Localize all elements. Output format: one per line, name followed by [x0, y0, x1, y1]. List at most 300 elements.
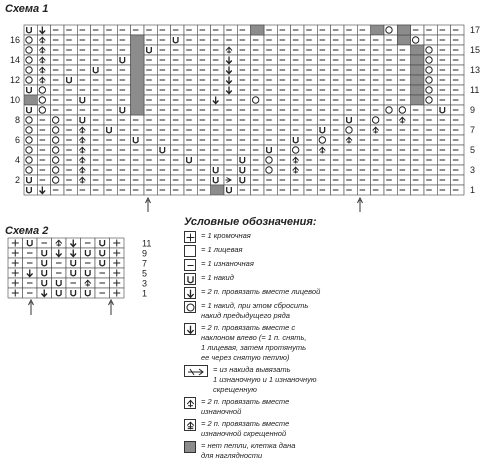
scheme1-no-stitch-column	[251, 25, 264, 35]
scheme1-right-row-number: 5	[470, 144, 476, 155]
scheme1-cell	[357, 145, 370, 155]
scheme2-cell	[110, 288, 125, 298]
scheme1-cell	[451, 35, 464, 45]
scheme1-left-row-number: 2	[14, 174, 20, 185]
scheme1-cell	[317, 105, 330, 115]
repeat-arrow-icon	[29, 300, 34, 315]
scheme1-cell	[411, 95, 424, 105]
scheme1-cell	[304, 135, 317, 145]
scheme1-cell	[424, 165, 437, 175]
scheme1-cell	[251, 135, 264, 145]
scheme1-cell	[344, 55, 357, 65]
scheme1-cell	[451, 105, 464, 115]
scheme2-cell	[81, 258, 96, 268]
legend-item-text: = 2 п. провязать вместе лицевой	[201, 287, 321, 296]
scheme1-cell	[451, 185, 464, 195]
scheme2-cell	[52, 268, 67, 278]
scheme1-cell	[451, 115, 464, 125]
scheme1-cell	[384, 145, 397, 155]
scheme1-cell	[184, 145, 197, 155]
scheme1-cell	[437, 165, 450, 175]
scheme1-left-row-number: 12	[9, 74, 20, 85]
scheme1-cell	[291, 55, 304, 65]
legend-item	[184, 259, 500, 271]
scheme1-cell	[224, 65, 237, 75]
scheme1-cell	[197, 135, 210, 145]
scheme1-cell	[437, 65, 450, 75]
scheme2-cell	[37, 238, 52, 248]
scheme1-cell	[384, 175, 397, 185]
scheme1-cell	[184, 115, 197, 125]
scheme1-cell	[331, 175, 344, 185]
scheme1-cell	[397, 65, 410, 75]
none-symbol-icon	[184, 441, 196, 453]
scheme1-cell	[211, 165, 224, 175]
scheme1-cell	[237, 105, 250, 115]
scheme1-cell	[224, 75, 237, 85]
scheme1-cell	[291, 135, 304, 145]
scheme1-cell	[344, 75, 357, 85]
scheme1-cell	[397, 185, 410, 195]
purl-symbol-icon	[184, 259, 196, 271]
scheme1-left-row-number: 14	[9, 54, 20, 65]
scheme1-cell	[397, 35, 410, 45]
scheme1-cell	[277, 115, 290, 125]
scheme2-cell	[95, 278, 110, 288]
scheme2-cell	[37, 268, 52, 278]
scheme1-cell	[304, 85, 317, 95]
scheme2-cell	[66, 278, 81, 288]
scheme1-cell	[184, 155, 197, 165]
ssk-symbol-icon	[184, 323, 196, 335]
scheme1-cell	[277, 45, 290, 55]
scheme1-cell	[357, 55, 370, 65]
scheme1-cell	[237, 85, 250, 95]
scheme1-cell	[291, 65, 304, 75]
scheme1-cell	[317, 165, 330, 175]
scheme1-cell	[224, 35, 237, 45]
scheme1-cell	[237, 175, 250, 185]
scheme1-cell	[304, 125, 317, 135]
scheme2-cell	[110, 268, 125, 278]
scheme1-cell	[384, 135, 397, 145]
scheme1-cell	[184, 55, 197, 65]
scheme1-left-row-number: 10	[9, 94, 20, 105]
scheme1-cell	[357, 75, 370, 85]
legend-item-text: = из накида вывязать 1 изнаночную и 1 изнаночную скрещенную	[213, 365, 317, 394]
scheme1-cell	[184, 85, 197, 95]
scheme2-cell	[81, 288, 96, 298]
legend-item	[184, 323, 500, 363]
scheme2-chart	[0, 0, 180, 330]
scheme2-cell	[23, 248, 38, 258]
scheme1-cell	[211, 35, 224, 45]
scheme1-cell	[211, 185, 224, 195]
scheme1-cell	[344, 135, 357, 145]
scheme1-cell	[184, 135, 197, 145]
scheme1-cell	[237, 145, 250, 155]
scheme1-cell	[357, 185, 370, 195]
scheme2-cell	[110, 238, 125, 248]
scheme1-cell	[264, 35, 277, 45]
scheme1-cell	[331, 65, 344, 75]
scheme1-cell	[451, 45, 464, 55]
scheme1-cell	[357, 165, 370, 175]
scheme2-row-number: 1	[142, 288, 148, 299]
scheme1-cell	[277, 135, 290, 145]
scheme1-cell	[237, 165, 250, 175]
repeat-arrow-icon	[358, 198, 363, 212]
scheme1-cell	[397, 135, 410, 145]
scheme1-cell	[197, 55, 210, 65]
scheme1-cell	[344, 165, 357, 175]
scheme1-cell	[397, 105, 410, 115]
scheme1-cell	[384, 45, 397, 55]
scheme1-cell	[237, 35, 250, 45]
scheme1-cell	[424, 105, 437, 115]
scheme1-cell	[197, 25, 210, 35]
scheme2-cell	[81, 238, 96, 248]
scheme1-cell	[344, 45, 357, 55]
scheme1-cell	[291, 185, 304, 195]
scheme1-cell	[451, 95, 464, 105]
scheme1-cell	[317, 35, 330, 45]
scheme1-cell	[317, 95, 330, 105]
scheme1-cell	[384, 125, 397, 135]
p2tog-symbol-icon	[184, 397, 196, 409]
scheme1-cell	[331, 85, 344, 95]
scheme1-cell	[251, 155, 264, 165]
scheme1-cell	[184, 75, 197, 85]
scheme1-cell	[291, 105, 304, 115]
scheme1-cell	[397, 45, 410, 55]
scheme1-cell	[371, 75, 384, 85]
scheme1-cell	[264, 85, 277, 95]
scheme1-cell	[224, 145, 237, 155]
legend-item	[184, 419, 500, 439]
scheme1-cell	[437, 105, 450, 115]
scheme1-cell	[211, 25, 224, 35]
scheme1-cell	[317, 75, 330, 85]
scheme1-cell	[371, 185, 384, 195]
scheme1-cell	[344, 85, 357, 95]
scheme2-cell	[8, 258, 23, 268]
scheme1-cell	[411, 105, 424, 115]
cross-symbol-icon	[184, 365, 208, 377]
scheme1-cell	[357, 65, 370, 75]
scheme1-cell	[344, 115, 357, 125]
scheme1-cell	[317, 85, 330, 95]
scheme1-cell	[304, 35, 317, 45]
scheme1-cell	[304, 115, 317, 125]
scheme1-cell	[317, 175, 330, 185]
scheme1-cell	[397, 75, 410, 85]
scheme1-cell	[357, 105, 370, 115]
scheme2-cell	[52, 258, 67, 268]
scheme1-cell	[277, 185, 290, 195]
legend-item-text: = 1 изнаночная	[201, 259, 254, 268]
scheme1-cell	[224, 105, 237, 115]
scheme1-cell	[331, 25, 344, 35]
scheme1-cell	[224, 165, 237, 175]
scheme1-cell	[411, 75, 424, 85]
scheme1-cell	[451, 125, 464, 135]
scheme2-row-number: 5	[142, 268, 148, 279]
scheme1-cell	[371, 115, 384, 125]
scheme2-row-number: 3	[142, 278, 148, 289]
scheme1-cell	[211, 155, 224, 165]
scheme2-cell	[81, 248, 96, 258]
scheme1-left-row-number: 16	[9, 34, 20, 45]
scheme1-cell	[277, 75, 290, 85]
scheme1-cell	[344, 125, 357, 135]
scheme1-cell	[331, 155, 344, 165]
scheme1-cell	[237, 45, 250, 55]
scheme1-cell	[304, 175, 317, 185]
scheme1-cell	[384, 95, 397, 105]
scheme1-cell	[264, 125, 277, 135]
scheme2-cell	[8, 248, 23, 258]
scheme1-cell	[317, 115, 330, 125]
scheme1-cell	[211, 175, 224, 185]
scheme1-cell	[397, 125, 410, 135]
scheme1-left-row-number: 6	[14, 134, 20, 145]
scheme1-cell	[317, 145, 330, 155]
scheme1-cell	[437, 55, 450, 65]
scheme1-cell	[411, 145, 424, 155]
scheme1-cell	[184, 185, 197, 195]
scheme1-cell	[451, 85, 464, 95]
scheme1-cell	[384, 155, 397, 165]
scheme1-right-row-number: 11	[470, 84, 480, 95]
scheme2-cell	[95, 248, 110, 258]
scheme1-cell	[344, 185, 357, 195]
scheme1-cell	[411, 185, 424, 195]
scheme1-cell	[304, 95, 317, 105]
scheme1-cell	[331, 45, 344, 55]
scheme1-cell	[224, 25, 237, 35]
scheme1-cell	[344, 175, 357, 185]
scheme1-cell	[397, 85, 410, 95]
scheme1-cell	[264, 45, 277, 55]
scheme1-cell	[371, 65, 384, 75]
scheme1-cell	[277, 65, 290, 75]
scheme1-cell	[437, 185, 450, 195]
scheme1-cell	[317, 135, 330, 145]
scheme1-right-row-number: 7	[470, 124, 476, 135]
legend-item-text: = 2 п. провязать вместе с наклоном влево (= 1 п. снять, 1 лицевая, затем протянуть ее через снятую петлю)	[201, 323, 307, 362]
scheme1-cell	[237, 55, 250, 65]
scheme1-cell	[317, 155, 330, 165]
scheme1-cell	[424, 175, 437, 185]
scheme1-cell	[277, 35, 290, 45]
scheme1-cell	[317, 55, 330, 65]
scheme2-row-number: 11	[142, 238, 152, 249]
scheme2-cell	[81, 278, 96, 288]
scheme1-cell	[411, 115, 424, 125]
scheme1-cell	[437, 125, 450, 135]
scheme1-cell	[237, 65, 250, 75]
scheme1-cell	[277, 145, 290, 155]
scheme1-cell	[291, 45, 304, 55]
scheme1-cell	[264, 145, 277, 155]
scheme1-cell	[331, 95, 344, 105]
scheme1-cell	[424, 115, 437, 125]
scheme1-cell	[411, 35, 424, 45]
scheme1-cell	[384, 35, 397, 45]
scheme1-right-row-number: 15	[470, 44, 481, 55]
scheme1-cell	[317, 125, 330, 135]
scheme1-cell	[264, 175, 277, 185]
scheme1-cell	[237, 25, 250, 35]
scheme1-cell	[331, 185, 344, 195]
scheme1-cell	[357, 115, 370, 125]
scheme1-cell	[411, 65, 424, 75]
scheme1-cell	[424, 65, 437, 75]
edge-symbol-icon	[184, 231, 196, 243]
scheme1-cell	[344, 35, 357, 45]
scheme1-cell	[344, 25, 357, 35]
scheme1-cell	[371, 105, 384, 115]
scheme2-cell	[8, 268, 23, 278]
scheme1-title: Схема 1	[5, 3, 49, 15]
scheme1-cell	[197, 105, 210, 115]
legend-item-text: = 1 накид	[201, 273, 234, 282]
legend-item-text: = 1 кромочная	[201, 231, 251, 240]
scheme1-cell	[357, 135, 370, 145]
scheme1-cell	[331, 135, 344, 145]
scheme1-cell	[224, 55, 237, 65]
scheme1-cell	[291, 165, 304, 175]
scheme1-cell	[211, 75, 224, 85]
scheme1-cell	[251, 45, 264, 55]
scheme1-cell	[251, 125, 264, 135]
scheme2-cell	[37, 278, 52, 288]
scheme1-right-row-number: 3	[470, 164, 476, 175]
scheme1-cell	[331, 35, 344, 45]
scheme1-cell	[197, 35, 210, 45]
scheme2-cell	[81, 268, 96, 278]
scheme1-cell	[197, 95, 210, 105]
scheme1-cell	[197, 145, 210, 155]
scheme2-cell	[66, 238, 81, 248]
scheme1-cell	[184, 65, 197, 75]
scheme2-cell	[66, 258, 81, 268]
scheme1-cell	[237, 95, 250, 105]
scheme1-cell	[344, 145, 357, 155]
scheme1-cell	[224, 125, 237, 135]
scheme1-cell	[384, 105, 397, 115]
scheme1-cell	[437, 45, 450, 55]
scheme1-cell	[277, 125, 290, 135]
scheme2-cell	[52, 248, 67, 258]
scheme2-title: Схема 2	[5, 225, 49, 237]
scheme1-cell	[277, 175, 290, 185]
yo-symbol-icon	[184, 273, 196, 285]
scheme2-cell	[95, 268, 110, 278]
legend-item	[184, 273, 500, 285]
scheme1-cell	[251, 165, 264, 175]
scheme1-cell	[264, 185, 277, 195]
scheme1-cell	[344, 155, 357, 165]
scheme2-cell	[52, 278, 67, 288]
scheme1-cell	[197, 175, 210, 185]
scheme1-right-row-number: 17	[470, 24, 481, 35]
scheme1-cell	[184, 175, 197, 185]
scheme1-cell	[384, 85, 397, 95]
scheme1-cell	[184, 95, 197, 105]
legend-item	[184, 365, 500, 395]
scheme1-cell	[411, 125, 424, 135]
scheme1-cell	[251, 175, 264, 185]
scheme1-cell	[277, 105, 290, 115]
scheme1-cell	[331, 115, 344, 125]
scheme1-cell	[211, 145, 224, 155]
scheme2-cell	[95, 288, 110, 298]
scheme1-cell	[397, 165, 410, 175]
scheme2-cell	[66, 268, 81, 278]
scheme1-cell	[424, 85, 437, 95]
scheme2-row-number: 9	[142, 248, 148, 259]
scheme1-cell	[211, 105, 224, 115]
scheme1-cell	[384, 25, 397, 35]
scheme1-cell	[224, 115, 237, 125]
scheme1-cell	[371, 165, 384, 175]
scheme1-cell	[384, 65, 397, 75]
scheme1-cell	[291, 25, 304, 35]
scheme1-cell	[197, 115, 210, 125]
scheme1-cell	[371, 85, 384, 95]
scheme1-cell	[197, 45, 210, 55]
scheme1-cell	[371, 175, 384, 185]
scheme1-cell	[384, 55, 397, 65]
scheme1-cell	[264, 165, 277, 175]
scheme2-cell	[8, 238, 23, 248]
scheme1-cell	[411, 25, 424, 35]
scheme1-cell	[437, 35, 450, 45]
scheme1-cell	[264, 55, 277, 65]
scheme1-cell	[437, 155, 450, 165]
scheme1-cell	[397, 155, 410, 165]
scheme1-cell	[251, 145, 264, 155]
k2tog-symbol-icon	[184, 287, 196, 299]
scheme1-cell	[304, 55, 317, 65]
scheme1-cell	[424, 125, 437, 135]
scheme1-cell	[237, 155, 250, 165]
scheme1-cell	[211, 95, 224, 105]
scheme1-cell	[317, 45, 330, 55]
scheme1-cell	[371, 145, 384, 155]
scheme1-cell	[357, 45, 370, 55]
scheme1-cell	[304, 165, 317, 175]
scheme1-cell	[451, 135, 464, 145]
scheme1-cell	[384, 185, 397, 195]
scheme1-cell	[264, 105, 277, 115]
scheme1-cell	[184, 45, 197, 55]
scheme1-cell	[451, 25, 464, 35]
scheme1-cell	[211, 135, 224, 145]
scheme1-cell	[331, 105, 344, 115]
scheme1-cell	[357, 85, 370, 95]
legend-item-text: = нет петли, клетка дана для наглядности	[201, 441, 296, 460]
scheme1-cell	[411, 135, 424, 145]
legend-item	[184, 287, 500, 299]
scheme2-cell	[37, 288, 52, 298]
scheme1-cell	[424, 55, 437, 65]
scheme1-cell	[411, 165, 424, 175]
scheme2-cell	[23, 278, 38, 288]
scheme1-cell	[451, 155, 464, 165]
